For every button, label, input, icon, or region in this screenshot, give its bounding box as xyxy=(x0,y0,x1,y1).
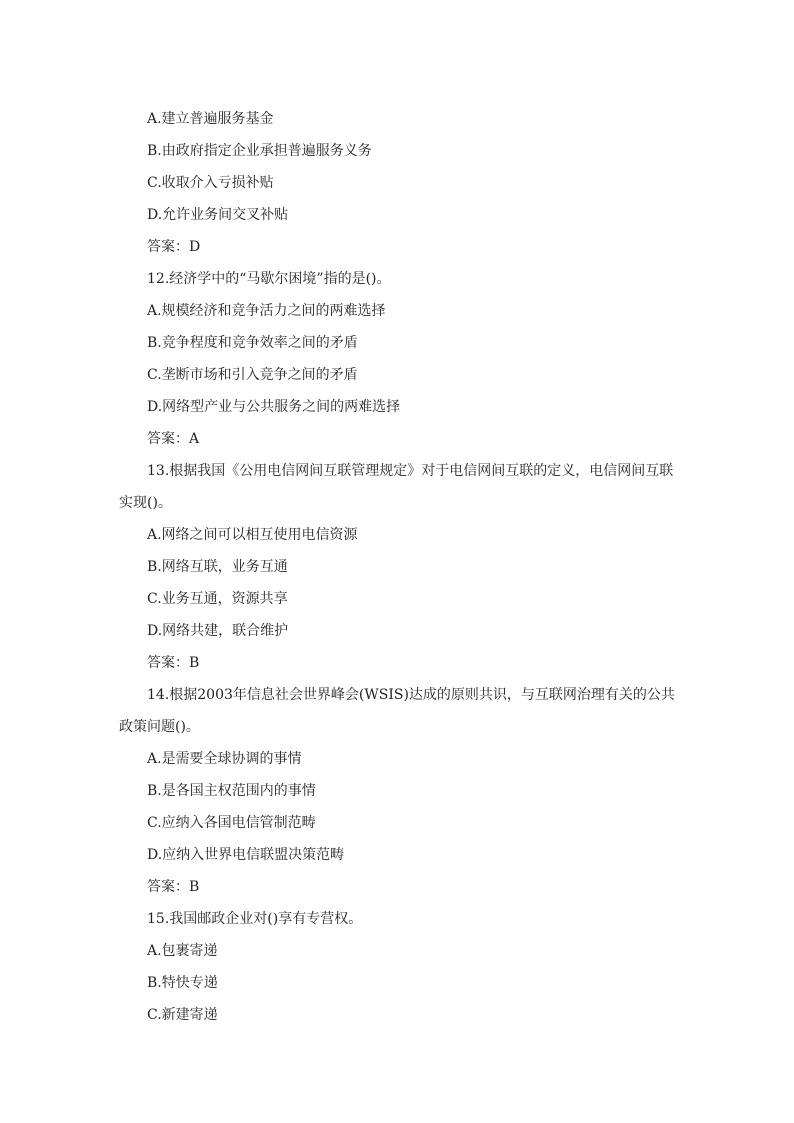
q11-option-a: A.建立普遍服务基金 xyxy=(147,111,274,127)
q15-question: 15.我国邮政企业对()享有专营权。 xyxy=(147,911,363,927)
q15-option-c: C.新建寄递 xyxy=(147,1007,218,1023)
q15-option-b: B.特快专递 xyxy=(147,975,218,991)
q12-option-c: C.垄断市场和引入竞争之间的矛盾 xyxy=(147,367,358,383)
q13-answer: 答案：B xyxy=(147,655,200,671)
q12-answer: 答案：A xyxy=(147,431,200,447)
q14-question: 14.根据2003年信息社会世界峰会(WSIS)达成的原则共识，与互联网治理有关的公共 xyxy=(147,687,675,703)
q11-option-b: B.由政府指定企业承担普遍服务义务 xyxy=(147,143,372,159)
q12-option-a: A.规模经济和竞争活力之间的两难选择 xyxy=(147,303,386,319)
q15-option-a: A.包裹寄递 xyxy=(147,943,218,959)
q12-option-b: B.竞争程度和竞争效率之间的矛盾 xyxy=(147,335,358,351)
q13-question: 13.根据我国《公用电信网间互联管理规定》对于电信网间互联的定义，电信网间互联 xyxy=(147,463,674,479)
q14-question-continued: 政策问题()。 xyxy=(119,719,200,735)
q14-option-a: A.是需要全球协调的事情 xyxy=(147,751,302,767)
q11-option-c: C.收取介入亏损补贴 xyxy=(147,175,274,191)
q13-option-c: C.业务互通，资源共享 xyxy=(147,591,288,607)
q12-question: 12.经济学中的“马歇尔困境”指的是()。 xyxy=(147,271,391,287)
q11-answer: 答案：D xyxy=(147,239,201,255)
q14-option-c: C.应纳入各国电信管制范畴 xyxy=(147,815,316,831)
q12-option-d: D.网络型产业与公共服务之间的两难选择 xyxy=(147,399,401,415)
q13-option-b: B.网络互联，业务互通 xyxy=(147,559,288,575)
q13-question-continued: 实现()。 xyxy=(119,495,172,511)
q13-option-a: A.网络之间可以相互使用电信资源 xyxy=(147,527,358,543)
q14-option-d: D.应纳入世界电信联盟决策范畴 xyxy=(147,847,345,863)
q14-option-b: B.是各国主权范围内的事情 xyxy=(147,783,316,799)
q11-option-d: D.允许业务间交叉补贴 xyxy=(147,207,289,223)
q14-answer: 答案：B xyxy=(147,879,200,895)
q13-option-d: D.网络共建，联合维护 xyxy=(147,623,289,639)
